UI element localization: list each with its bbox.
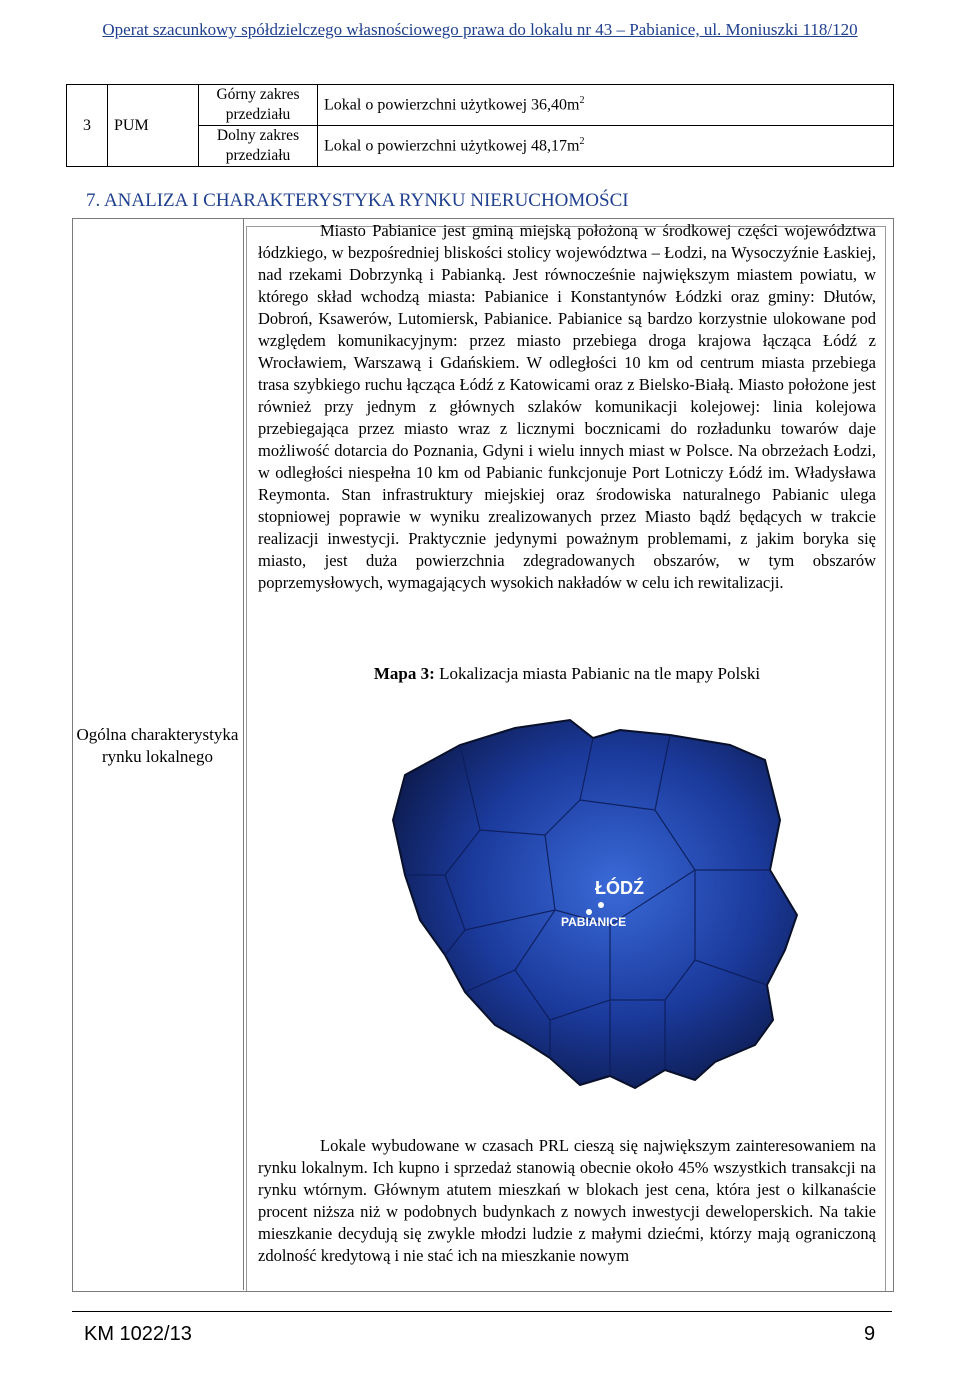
lodz-label: ŁÓDŹ bbox=[595, 878, 644, 898]
range-lower-desc: Lokal o powierzchni użytkowej $48,17m^2$ bbox=[318, 126, 894, 167]
range-upper-desc: Lokal o powierzchni użytkowej $36,40m^2$ bbox=[318, 85, 894, 126]
paragraph-market: Lokale wybudowane w czasach PRL cieszą się największym zainteresowaniem na rynku lokalnym. Ich kupno i sprzedaż stanowią obecnie około 45% wszystkich transakcji na rynku wtórnym. Głównym atutem mieszkań w blokach jest cena, która jest o kilkanaście procent niższa niż w podobnych budynkach z nowych inwestycji deweloperskich. Na takie mieszkanie decydują się zwykle młodzi ludzie z małymi dziećmi, którzy mają ograniczoną zdolność kredytową i nie stać ich na mieszkanie nowym bbox=[258, 1136, 876, 1265]
pabianice-label: PABIANICE bbox=[561, 915, 627, 929]
map-caption: Mapa 3: Lokalizacja miasta Pabianic na tle mapy Polski bbox=[373, 664, 761, 683]
footer-page-number: 9 bbox=[864, 1323, 876, 1345]
pum-table bbox=[66, 84, 894, 167]
page-header: Operat szacunkowy spółdzielczego własnościowego prawa do lokalu nr 43 – Pabianice, ul. Moniuszki 118/120 bbox=[102, 20, 858, 39]
row-label: PUM bbox=[108, 85, 199, 167]
footer-doc-number: KM 1022/13 bbox=[84, 1323, 192, 1345]
range-upper: Górny zakres przedziału bbox=[199, 85, 318, 126]
lodz-dot bbox=[598, 902, 604, 908]
section-title: 7. ANALIZA I CHARAKTERYSTYKA RYNKU NIERUCHOMOŚCI bbox=[86, 190, 629, 211]
poland-map bbox=[365, 700, 812, 1109]
left-label: Ogólna charakterystyka rynku lokalnego bbox=[76, 725, 239, 766]
table-row bbox=[67, 85, 894, 126]
range-lower: Dolny zakres przedziału bbox=[199, 126, 318, 167]
row-number: 3 bbox=[67, 85, 108, 167]
paragraph-city-description: Miasto Pabianice jest gminą miejską położoną w środkowej części województwa łódzkiego, w bezpośredniej bliskości stolicy województwa – Łodzi, na Wysoczyźnie Łaskiej, nad rzekami Dobrzynką i Pabianką. Jest równocześnie największym miastem powiatu, w którego skład wchodzą miasta: Pabianice i Konstantynów Łódzki oraz gminy: Dłutów, Dobroń, Ksawerów, Lutomiersk, Pabianice. Pabianice są bardzo korzystnie ulokowane pod względem komunikacyjnym: przez miasto przebiega droga krajowa łącząca Łódź z Wrocławiem, Warszawą i Gdańskiem. W odległości 10 km od centrum miasta przebiega trasa szybkiego ruchu łącząca Łódź z Katowicami oraz z Bielsko-Białą. Miasto położone jest również przy jednym z głównych szlaków komunikacji kolejowej: linia kolejowa przebiegająca przez miasto wraz z licznymi bocznicami do rozładunku towarów daje możliwość dotarcia do Poznania, Gdyni i wielu innych miast w Polsce. Na obrzeżach Łodzi, w odległości niespełna 10 km od Pabianic funkcjonuje Port Lotniczy Łódź im. Władysława Reymonta. Stan infrastruktury miejskiej oraz środowiska naturalnego Pabianic ulega stopniowej poprawie w wyniku zrealizowanych przez Miasto bądź będących w trakcie realizacji inwestycji. Praktycznie jedynymi poważnym problemami, z jakim boryka się miasto, jest duża powierzchnia zdegradowanych obszarów, w tym obszarów poprzemysłowych, wymagających wysokich nakładów w celu ich rewitalizacji. bbox=[258, 221, 876, 592]
footer-divider bbox=[72, 1311, 892, 1312]
